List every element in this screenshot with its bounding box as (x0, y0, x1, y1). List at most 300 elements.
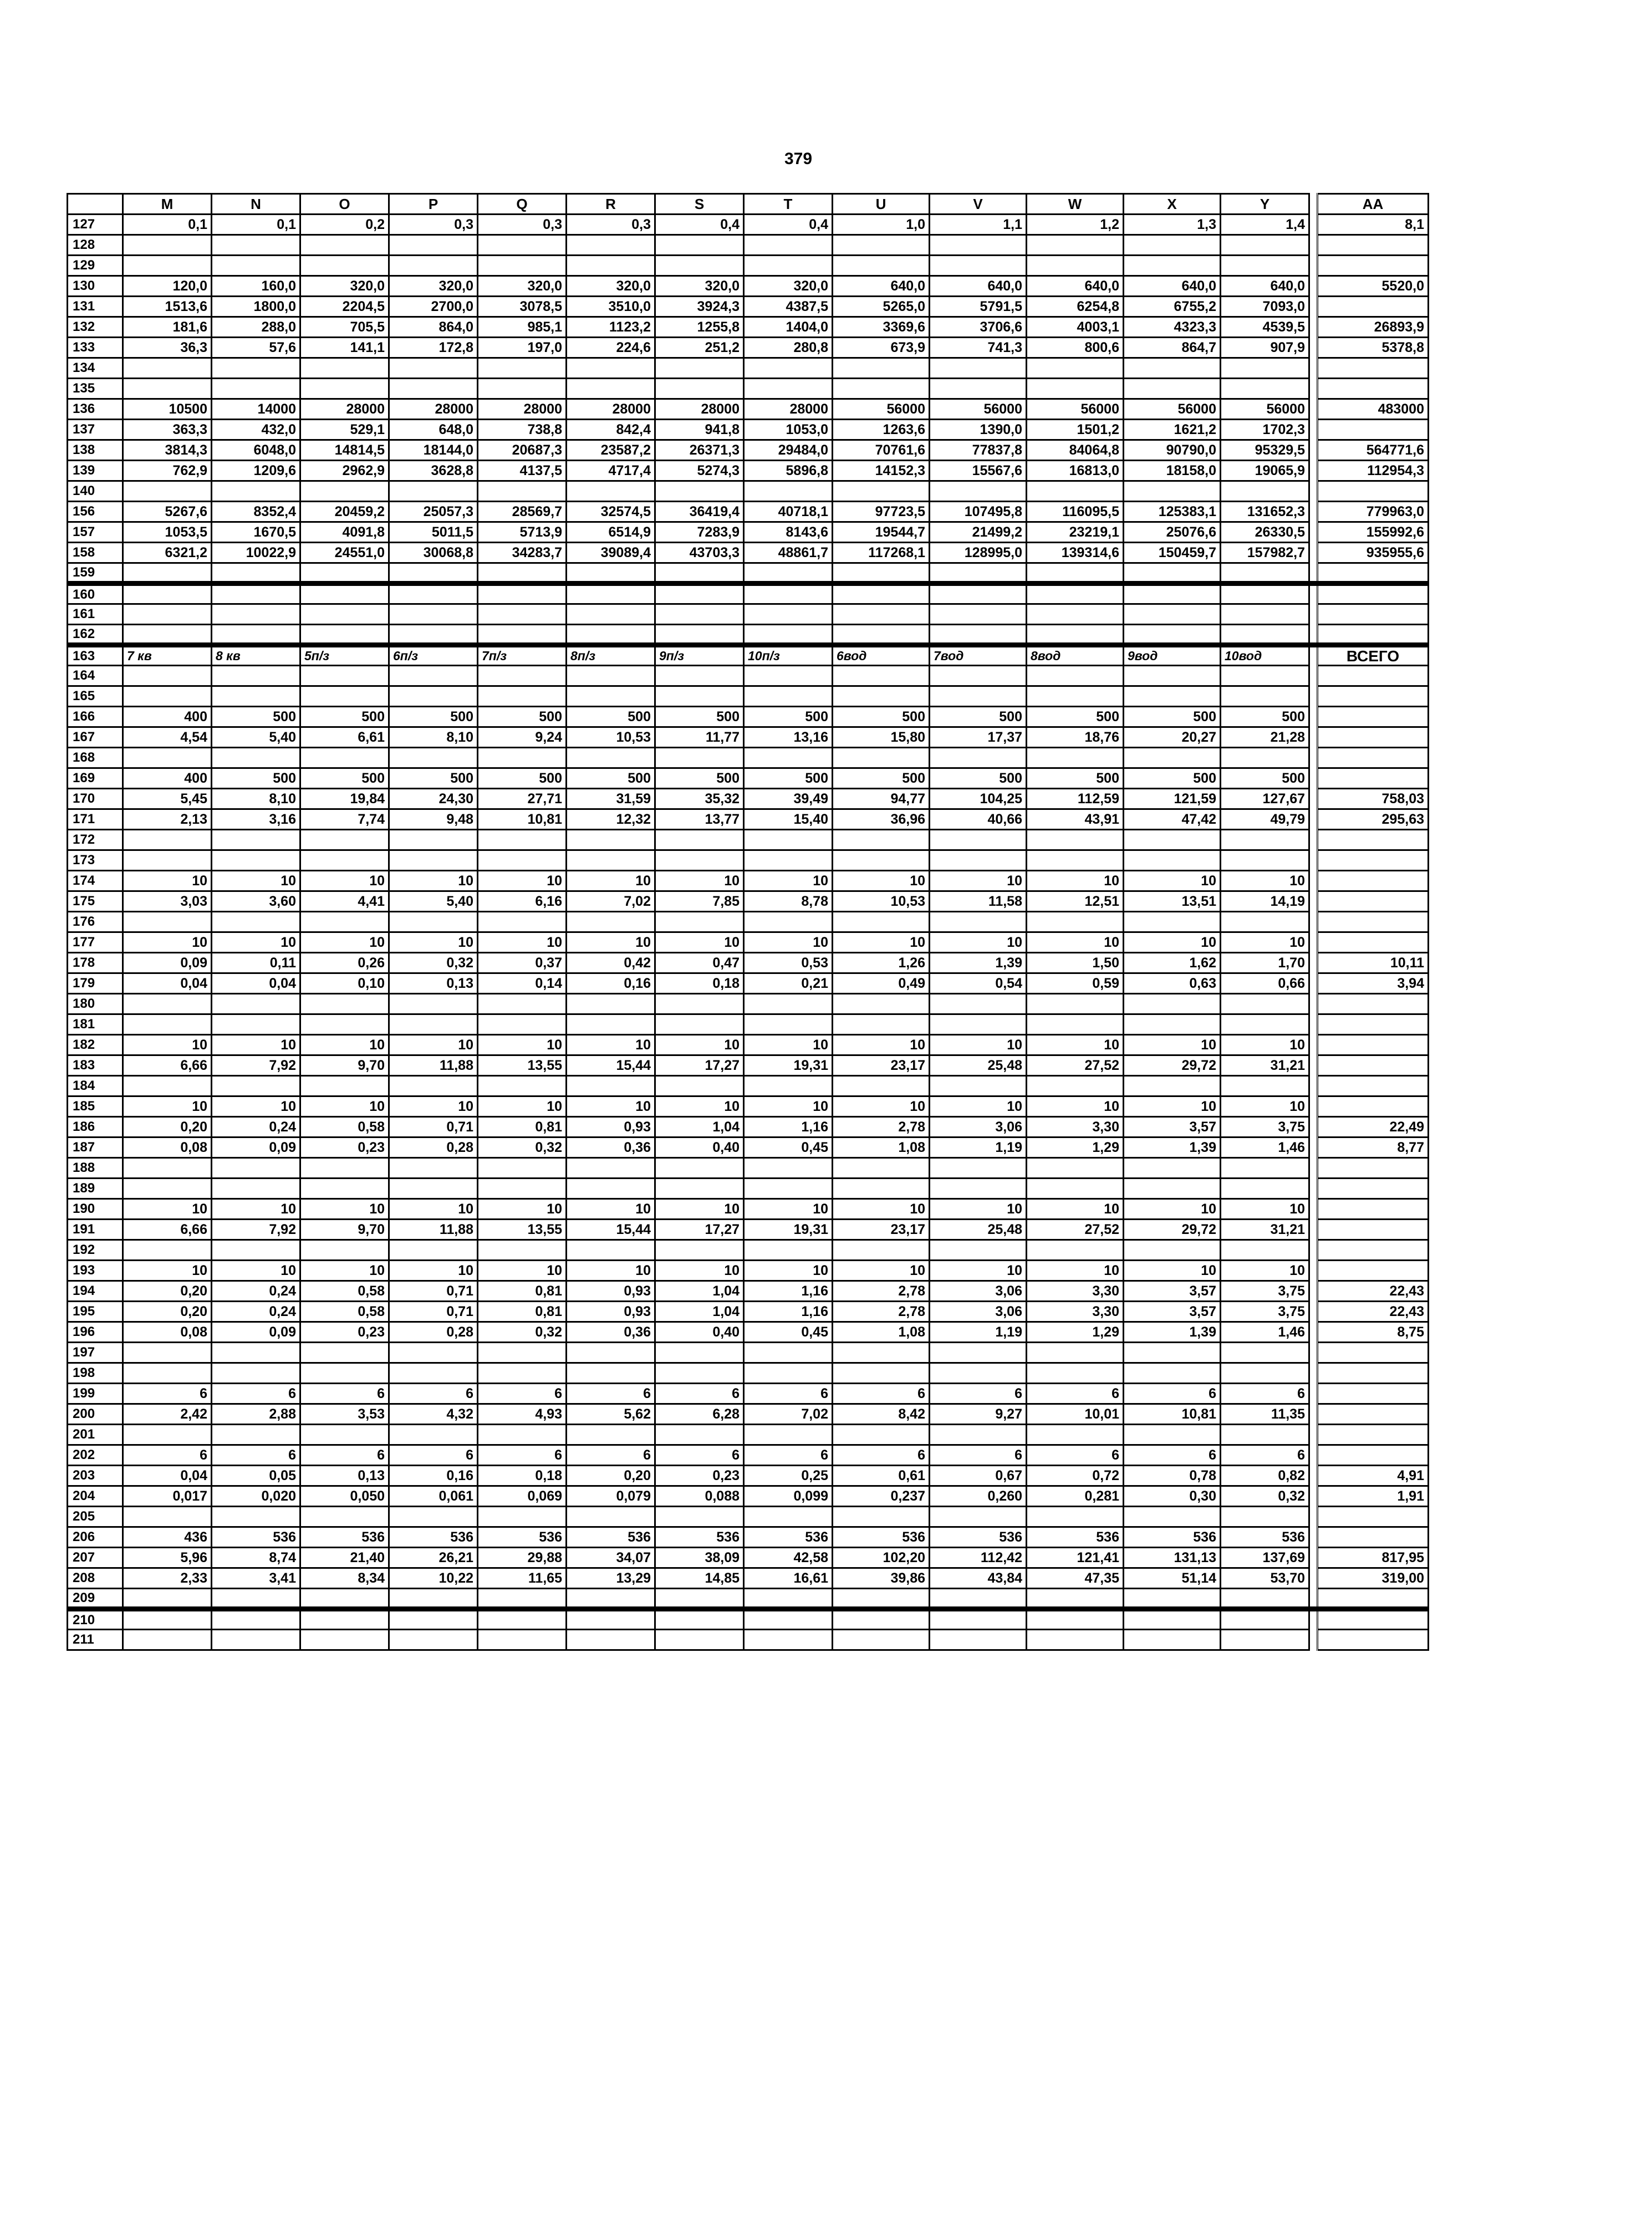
table-cell: 251,2 (655, 338, 744, 358)
table-cell (478, 584, 567, 604)
row-number: 184 (68, 1076, 123, 1096)
table-cell: 10 (1124, 871, 1221, 891)
column-gap (1309, 789, 1318, 809)
table-cell: 24551,0 (300, 543, 389, 563)
table-cell: 77837,8 (930, 440, 1027, 461)
table-cell: 127,67 (1221, 789, 1309, 809)
table-cell (655, 256, 744, 276)
table-cell: 0,45 (744, 1137, 833, 1158)
table-cell: 1255,8 (655, 317, 744, 338)
table-row (68, 830, 1429, 850)
total-cell: 935955,6 (1318, 543, 1429, 563)
table-cell: 49,79 (1221, 809, 1309, 830)
column-gap (1309, 358, 1318, 379)
table-cell (478, 1507, 567, 1527)
table-cell: 10 (1027, 1261, 1124, 1281)
table-cell: 10 (300, 1261, 389, 1281)
column-gap (1309, 194, 1318, 215)
column-gap (1309, 1445, 1318, 1466)
column-header-y: Y (1221, 194, 1309, 215)
table-cell (478, 1425, 567, 1445)
table-cell: 3,03 (123, 891, 212, 912)
column-gap (1309, 1425, 1318, 1445)
row-number: 202 (68, 1445, 123, 1466)
table-cell (300, 1343, 389, 1363)
table-cell: 56000 (1221, 399, 1309, 420)
table-cell: 500 (833, 768, 930, 789)
table-cell: 10 (123, 1096, 212, 1117)
row-number: 138 (68, 440, 123, 461)
table-cell: 10 (212, 871, 300, 891)
table-cell: 4,41 (300, 891, 389, 912)
column-header-s: S (655, 194, 744, 215)
table-cell: 0,260 (930, 1486, 1027, 1507)
table-cell: 0,18 (478, 1466, 567, 1486)
table-row (68, 317, 1429, 338)
table-cell: 9,70 (300, 1220, 389, 1240)
table-cell (930, 625, 1027, 645)
total-cell (1318, 358, 1429, 379)
table-cell: 432,0 (212, 420, 300, 440)
column-gap (1309, 420, 1318, 440)
table-cell (744, 358, 833, 379)
table-cell: 0,24 (212, 1117, 300, 1137)
table-cell: 34283,7 (478, 543, 567, 563)
row-number: 194 (68, 1281, 123, 1302)
table-cell: 3,75 (1221, 1302, 1309, 1322)
table-cell: 10500 (123, 399, 212, 420)
table-cell: 48861,7 (744, 543, 833, 563)
table-cell: 0,81 (478, 1302, 567, 1322)
table-cell (655, 1014, 744, 1035)
table-cell: 2,78 (833, 1117, 930, 1137)
total-cell (1318, 563, 1429, 584)
table-cell (1124, 481, 1221, 502)
row-number: 130 (68, 276, 123, 297)
table-cell: 9,48 (389, 809, 478, 830)
table-row (68, 1322, 1429, 1343)
table-cell: 6 (567, 1445, 655, 1466)
table-cell (389, 358, 478, 379)
total-cell (1318, 707, 1429, 727)
table-row (68, 399, 1429, 420)
row-number: 209 (68, 1589, 123, 1609)
table-cell: 150459,7 (1124, 543, 1221, 563)
table-cell (930, 256, 1027, 276)
table-cell (212, 1179, 300, 1199)
row-number: 182 (68, 1035, 123, 1055)
table-row (68, 604, 1429, 625)
table-row (68, 563, 1429, 584)
table-cell: 10 (1027, 932, 1124, 953)
table-cell (1124, 1158, 1221, 1179)
table-cell (567, 358, 655, 379)
table-cell (123, 1507, 212, 1527)
table-cell (389, 1630, 478, 1650)
table-cell: 29,72 (1124, 1220, 1221, 1240)
table-cell: 0,05 (212, 1466, 300, 1486)
table-cell (1221, 379, 1309, 399)
table-cell (478, 256, 567, 276)
table-cell (1027, 994, 1124, 1014)
table-cell (655, 1507, 744, 1527)
table-cell: 1,0 (833, 215, 930, 235)
table-cell: 10 (833, 1035, 930, 1055)
table-cell (1221, 1507, 1309, 1527)
table-cell (212, 563, 300, 584)
table-row (68, 748, 1429, 768)
column-gap (1309, 563, 1318, 584)
table-cell (930, 850, 1027, 871)
total-cell (1318, 1609, 1429, 1630)
table-cell (478, 850, 567, 871)
table-cell: 6 (744, 1445, 833, 1466)
table-cell (478, 1363, 567, 1384)
total-cell (1318, 1158, 1429, 1179)
total-cell (1318, 1343, 1429, 1363)
table-row (68, 789, 1429, 809)
column-gap (1309, 645, 1318, 666)
total-cell (1318, 1363, 1429, 1384)
column-gap (1309, 1568, 1318, 1589)
table-cell: 0,67 (930, 1466, 1027, 1486)
column-header-q: Q (478, 194, 567, 215)
total-cell: 758,03 (1318, 789, 1429, 809)
table-cell: 500 (567, 768, 655, 789)
table-cell: 7,74 (300, 809, 389, 830)
table-cell (300, 748, 389, 768)
column-gap (1309, 1384, 1318, 1404)
table-row (68, 1281, 1429, 1302)
table-cell: 19,31 (744, 1220, 833, 1240)
table-cell: 0,45 (744, 1322, 833, 1343)
table-cell: 160,0 (212, 276, 300, 297)
table-cell: 11,88 (389, 1220, 478, 1240)
total-cell: 22,43 (1318, 1281, 1429, 1302)
table-cell (833, 584, 930, 604)
table-cell (478, 1343, 567, 1363)
table-cell (389, 686, 478, 707)
table-cell (1027, 379, 1124, 399)
table-cell: 17,27 (655, 1055, 744, 1076)
table-cell: 117268,1 (833, 543, 930, 563)
table-cell (123, 748, 212, 768)
column-gap (1309, 584, 1318, 604)
table-cell: 1,46 (1221, 1322, 1309, 1343)
table-cell: 1,62 (1124, 953, 1221, 973)
table-cell (930, 1179, 1027, 1199)
column-gap (1309, 1055, 1318, 1076)
table-cell (212, 481, 300, 502)
table-cell: 12,32 (567, 809, 655, 830)
table-cell (655, 481, 744, 502)
table-cell: 23,17 (833, 1055, 930, 1076)
table-cell: 139314,6 (1027, 543, 1124, 563)
table-cell (478, 1076, 567, 1096)
table-cell (1221, 256, 1309, 276)
table-cell: 0,281 (1027, 1486, 1124, 1507)
table-cell (744, 1014, 833, 1035)
table-cell: 320,0 (389, 276, 478, 297)
table-cell: 320,0 (300, 276, 389, 297)
table-cell (389, 235, 478, 256)
row-number: 167 (68, 727, 123, 748)
table-cell: 13,77 (655, 809, 744, 830)
table-cell: 8,10 (389, 727, 478, 748)
table-cell: 500 (655, 707, 744, 727)
row-number: 186 (68, 1117, 123, 1137)
table-cell: 40,66 (930, 809, 1027, 830)
table-cell (478, 1609, 567, 1630)
table-cell: 673,9 (833, 338, 930, 358)
table-cell: 500 (1124, 707, 1221, 727)
table-cell: 6 (1027, 1445, 1124, 1466)
table-cell (1221, 1609, 1309, 1630)
table-cell: 1390,0 (930, 420, 1027, 440)
table-cell: 47,35 (1027, 1568, 1124, 1589)
total-cell (1318, 1179, 1429, 1199)
table-cell: 30068,8 (389, 543, 478, 563)
table-cell: 125383,1 (1124, 502, 1221, 522)
table-cell: 0,28 (389, 1137, 478, 1158)
table-cell: 28569,7 (478, 502, 567, 522)
table-cell: 6 (655, 1384, 744, 1404)
table-cell: 6вод (833, 645, 930, 666)
table-cell (478, 1240, 567, 1261)
table-cell: 500 (212, 707, 300, 727)
table-cell: 0,3 (567, 215, 655, 235)
table-cell (212, 1630, 300, 1650)
table-cell: 28000 (744, 399, 833, 420)
table-cell (744, 1507, 833, 1527)
column-gap (1309, 1343, 1318, 1363)
table-cell: 14,19 (1221, 891, 1309, 912)
row-number: 195 (68, 1302, 123, 1322)
table-cell (833, 604, 930, 625)
table-cell (655, 358, 744, 379)
table-cell (833, 666, 930, 686)
table-cell: 0,4 (744, 215, 833, 235)
table-cell: 1702,3 (1221, 420, 1309, 440)
column-header-m: M (123, 194, 212, 215)
table-cell (930, 830, 1027, 850)
table-cell: 10 (389, 1261, 478, 1281)
table-cell: 0,050 (300, 1486, 389, 1507)
table-cell: 500 (1221, 707, 1309, 727)
table-cell (833, 358, 930, 379)
table-cell: 2962,9 (300, 461, 389, 481)
table-cell (1124, 625, 1221, 645)
total-cell: 8,1 (1318, 215, 1429, 235)
table-cell: 320,0 (655, 276, 744, 297)
table-row (68, 1096, 1429, 1117)
table-cell (744, 1363, 833, 1384)
column-gap (1309, 461, 1318, 481)
table-cell: 5,62 (567, 1404, 655, 1425)
table-cell (300, 994, 389, 1014)
table-cell (930, 748, 1027, 768)
row-number: 199 (68, 1384, 123, 1404)
table-cell: 4,54 (123, 727, 212, 748)
table-cell: 0,36 (567, 1137, 655, 1158)
total-cell: 8,75 (1318, 1322, 1429, 1343)
table-cell (1027, 563, 1124, 584)
table-cell: 0,14 (478, 973, 567, 994)
table-cell: 10 (1027, 1199, 1124, 1220)
table-cell: 5265,0 (833, 297, 930, 317)
column-gap (1309, 1035, 1318, 1055)
column-gap (1309, 1609, 1318, 1630)
table-cell (1027, 584, 1124, 604)
table-cell (1221, 1425, 1309, 1445)
row-number: 171 (68, 809, 123, 830)
table-cell: 7283,9 (655, 522, 744, 543)
row-number: 178 (68, 953, 123, 973)
table-cell: 640,0 (1027, 276, 1124, 297)
table-row (68, 1076, 1429, 1096)
table-cell: 10 (478, 1261, 567, 1281)
row-number: 210 (68, 1609, 123, 1630)
table-cell (744, 1076, 833, 1096)
table-cell: 5011,5 (389, 522, 478, 543)
table-cell (567, 994, 655, 1014)
table-cell (1221, 235, 1309, 256)
table-cell: 1513,6 (123, 297, 212, 317)
table-cell: 6 (1027, 1384, 1124, 1404)
table-cell: 26330,5 (1221, 522, 1309, 543)
table-row (68, 1568, 1429, 1589)
table-cell: 3924,3 (655, 297, 744, 317)
table-cell (567, 1158, 655, 1179)
total-cell: 8,77 (1318, 1137, 1429, 1158)
table-row (68, 440, 1429, 461)
table-cell (478, 1014, 567, 1035)
table-cell (123, 994, 212, 1014)
table-cell (123, 379, 212, 399)
table-cell: 1,39 (1124, 1322, 1221, 1343)
total-cell: 1,91 (1318, 1486, 1429, 1507)
table-cell (744, 625, 833, 645)
table-row (68, 1486, 1429, 1507)
table-cell (389, 748, 478, 768)
table-cell (389, 1076, 478, 1096)
table-cell: 1,08 (833, 1137, 930, 1158)
table-cell: 10 (1124, 1261, 1221, 1281)
table-cell: 28000 (655, 399, 744, 420)
table-row (68, 1035, 1429, 1055)
corner-cell (68, 194, 123, 215)
table-row (68, 1158, 1429, 1179)
table-cell (833, 1014, 930, 1035)
table-row (68, 1179, 1429, 1199)
table-cell: 1,39 (1124, 1137, 1221, 1158)
table-cell (567, 686, 655, 707)
table-cell (1221, 748, 1309, 768)
row-number: 139 (68, 461, 123, 481)
total-cell (1318, 1445, 1429, 1466)
total-cell (1318, 1035, 1429, 1055)
table-cell: 500 (1124, 768, 1221, 789)
table-cell: 0,061 (389, 1486, 478, 1507)
table-cell (1027, 481, 1124, 502)
table-cell: 9,70 (300, 1055, 389, 1076)
table-cell (567, 1609, 655, 1630)
column-gap (1309, 1363, 1318, 1384)
table-cell: 400 (123, 707, 212, 727)
table-cell: 14000 (212, 399, 300, 420)
table-cell: 2,88 (212, 1404, 300, 1425)
table-cell: 17,27 (655, 1220, 744, 1240)
table-row (68, 461, 1429, 481)
table-cell: 3,06 (930, 1281, 1027, 1302)
table-cell: 280,8 (744, 338, 833, 358)
table-cell: 1,26 (833, 953, 930, 973)
table-cell (1027, 1076, 1124, 1096)
table-cell: 10 (930, 1199, 1027, 1220)
total-cell (1318, 932, 1429, 953)
table-cell: 38,09 (655, 1548, 744, 1568)
table-cell: 10 (300, 871, 389, 891)
table-row (68, 973, 1429, 994)
table-cell: 10 (478, 871, 567, 891)
row-number: 140 (68, 481, 123, 502)
total-cell (1318, 1055, 1429, 1076)
table-cell: 0,32 (389, 953, 478, 973)
row-number: 159 (68, 563, 123, 584)
table-cell: 1,2 (1027, 215, 1124, 235)
table-cell (930, 584, 1027, 604)
table-cell (655, 1179, 744, 1199)
table-cell: 1621,2 (1124, 420, 1221, 440)
table-cell (1124, 912, 1221, 932)
table-cell: 4,32 (389, 1404, 478, 1425)
table-cell: 1,29 (1027, 1322, 1124, 1343)
row-number: 162 (68, 625, 123, 645)
table-cell (478, 1158, 567, 1179)
table-cell (1221, 1630, 1309, 1650)
table-cell: 3,60 (212, 891, 300, 912)
table-cell: 10 (930, 871, 1027, 891)
table-cell (478, 358, 567, 379)
table-cell: 172,8 (389, 338, 478, 358)
table-cell: 27,71 (478, 789, 567, 809)
table-cell: 1053,5 (123, 522, 212, 543)
table-cell: 0,54 (930, 973, 1027, 994)
table-cell (212, 748, 300, 768)
table-cell: 25,48 (930, 1220, 1027, 1240)
table-cell: 529,1 (300, 420, 389, 440)
table-cell: 10 (567, 932, 655, 953)
table-cell: 0,09 (212, 1322, 300, 1343)
table-cell: 56000 (1124, 399, 1221, 420)
total-cell (1318, 1589, 1429, 1609)
table-cell: 0,53 (744, 953, 833, 973)
total-cell (1318, 850, 1429, 871)
table-cell (833, 1240, 930, 1261)
table-cell (123, 1240, 212, 1261)
total-cell (1318, 1014, 1429, 1035)
table-cell: 536 (744, 1527, 833, 1548)
table-cell: 18,76 (1027, 727, 1124, 748)
table-cell (300, 1240, 389, 1261)
total-cell (1318, 768, 1429, 789)
table-cell (1221, 686, 1309, 707)
row-number: 157 (68, 522, 123, 543)
table-cell: 19544,7 (833, 522, 930, 543)
table-cell: 10 (1221, 871, 1309, 891)
table-cell (655, 1240, 744, 1261)
table-cell (123, 563, 212, 584)
